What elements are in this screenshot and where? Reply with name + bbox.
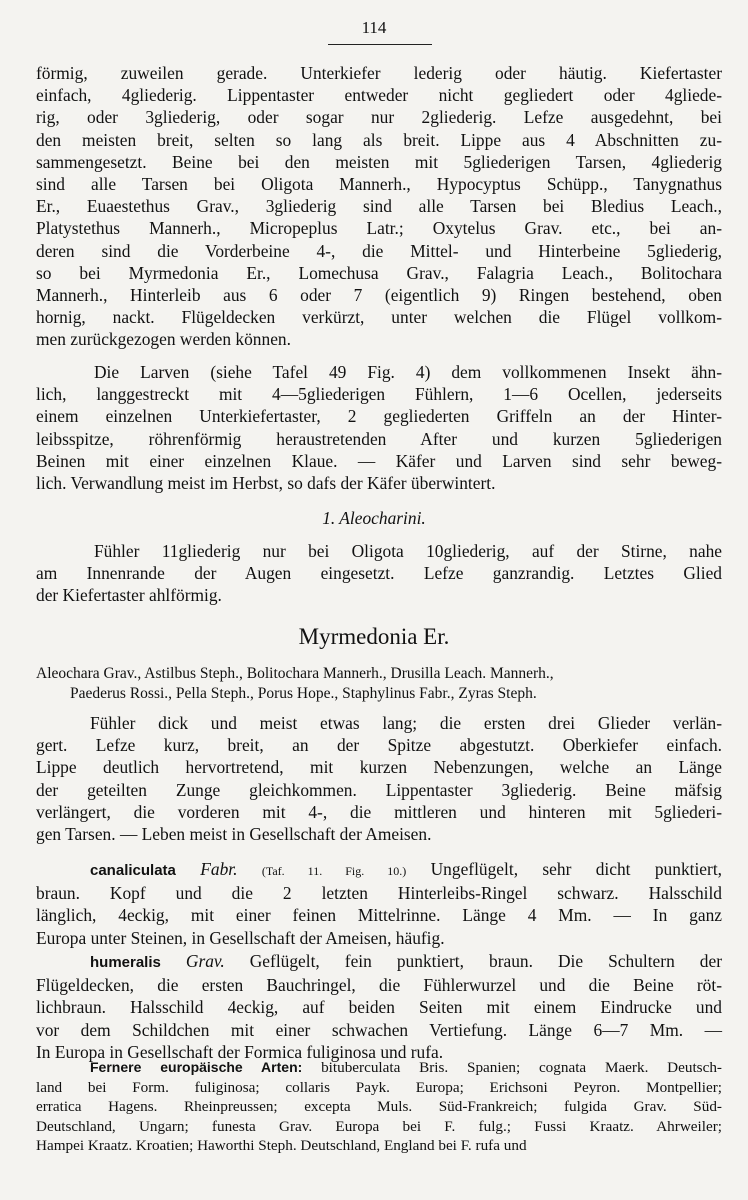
text-line: leibsspitze, röhrenförmig heraustretenden After und kurzen 5gliederigen [36, 428, 722, 449]
plate-reference: (Taf. 11. Fig. 10.) [261, 864, 407, 878]
section-paragraph [36, 540, 722, 607]
text-line: braun. Kopf und die 2 letzten Hinterleibs-Ringel schwarz. Halsschild [36, 883, 722, 904]
text-line: gen Tarsen. — Leben meist in Gesellschaft der Ameisen. [36, 824, 432, 845]
text-line: Beinen mit einer einzelnen Klaue. — Käfer und Larven sind sehr beweg- [36, 450, 722, 471]
intro-paragraph [36, 62, 722, 351]
species-author: Fabr. [200, 859, 238, 879]
further-label: Fernere europäische Arten: [90, 1059, 303, 1075]
text-line: Platystethus Mannerh., Micropeplus Latr.; Oxytelus Grav. etc., bei an- [36, 218, 722, 239]
text-line: förmig, zuweilen gerade. Unterkiefer lederig oder häutig. Kiefertaster [36, 63, 722, 83]
text-line: einfach, 4gliederig. Lippentaster entweder nicht gegliedert oder 4gliede- [36, 85, 722, 106]
species-author: Grav. [185, 951, 225, 971]
text-line: rig, oder 3gliederig, oder sogar nur 2gliederig. Lefze ausgedehnt, bei [36, 107, 722, 128]
synonym-line: Paederus Rossi., Pella Steph., Porus Hope., Staphylinus Fabr., Zyras Steph. [70, 685, 537, 702]
larvae-paragraph [36, 361, 722, 494]
header-rule [328, 44, 432, 45]
text-line: Hampei Kraatz. Kroatien; Haworthi Steph. Deutschland, England bei F. rufa und [36, 1137, 527, 1154]
page-number: 114 [361, 18, 387, 37]
text-line: am Innenrande der Augen eingesetzt. Lefze ganzrandig. Letztes Glied [36, 563, 722, 584]
text-line: sind alle Tarsen bei Oligota Mannerh., Hypocyptus Schüpp., Tanygnathus [36, 174, 722, 195]
text-line: gert. Lefze kurz, breit, an der Spitze abgestutzt. Oberkiefer einfach. [36, 735, 722, 756]
text-line: vor dem Schildchen mit einer schwachen Vertiefung. Länge 6—7 Mm. — [36, 1019, 722, 1040]
species-entry [36, 950, 722, 1063]
text-line: Die Larven (siehe Tafel 49 Fig. 4) dem vollkommenen Insekt ähn- [94, 362, 722, 382]
species-description-start: Ungeflügelt, sehr dicht punktiert, [430, 859, 722, 879]
species-name: humeralis [90, 954, 161, 971]
text-line: Er., Euaestethus Grav., 3gliederig sind alle Tarsen bei Bledius Leach., [36, 196, 722, 217]
text-line: men zurückgezogen werden können. [36, 329, 291, 350]
genus-title: Myrmedonia Er. [298, 624, 450, 649]
text-line: Flügeldecken, die ersten Bauchringel, die Fühlerwurzel und die Beine röt- [36, 975, 722, 996]
genus-description [36, 712, 722, 845]
text-line: sammengesetzt. Beine bei den meisten mit 5gliederigen Tarsen, 4gliederig [36, 151, 722, 172]
text-line: Lippe deutlich hervortretend, mit kurzen Nebenzungen, welche an Länge [36, 757, 722, 778]
text-line: Deutschland, Ungarn; funesta Grav. Europa bei F. fulg.; Fussi Kraatz. Ahrweiler; [36, 1117, 722, 1135]
species-first-line [36, 950, 722, 974]
text-line: lich. Verwandlung meist im Herbst, so dafs der Käfer überwintert. [36, 473, 496, 494]
text-line: verlängert, die vorderen mit 4-, die mittleren und hinteren mit 5gliederi- [36, 801, 722, 822]
text-line: Fühler 11gliederig nur bei Oligota 10gliederig, auf der Stirne, nahe [94, 541, 722, 561]
synonym-list [36, 664, 722, 704]
text-line: den meisten breit, selten so lang als breit. Lippe aus 4 Abschnitten zu- [36, 129, 722, 150]
text-line: In Europa in Gesellschaft der Formica fuliginosa und rufa. [36, 1041, 444, 1062]
text-line: land bei Form. fuliginosa; collaris Payk. Europa; Erichsoni Peyron. Montpellier; [36, 1078, 722, 1096]
text-line: lichbraun. Halsschild 4eckig, auf beiden Seiten mit einem Eindrucke und [36, 997, 722, 1018]
species-entry [36, 858, 722, 949]
text-line: länglich, 4eckig, mit einer feinen Mittelrinne. Länge 4 Mm. — In ganz [36, 905, 722, 926]
species-description-start: Geflügelt, fein punktiert, braun. Die Schultern der [249, 951, 722, 971]
text-line: Fühler dick und meist etwas lang; die ersten drei Glieder verlän- [90, 713, 722, 733]
species-name: canaliculata [90, 862, 176, 879]
text-line: einem einzelnen Unterkiefertaster, 2 gegliederten Griffeln an der Hinter- [36, 406, 722, 427]
species-first-line [36, 858, 722, 882]
synonym-line: Aleochara Grav., Astilbus Steph., Bolitochara Mannerh., Drusilla Leach. Mannerh., [36, 665, 554, 682]
section-title: 1. Aleocharini. [322, 508, 426, 528]
further-species [36, 1058, 722, 1156]
text-line: Mannerh., Hinterleib aus 6 oder 7 (eigentlich 9) Ringen bestehend, oben [36, 285, 722, 306]
text-line: lich, langgestreckt mit 4—5gliederigen Fühlern, 1—6 Ocellen, jederseits [36, 384, 722, 405]
text-line: erratica Hagens. Rheinpreussen; excepta Muls. Süd-Frankreich; fulgida Grav. Süd- [36, 1098, 722, 1115]
further-first-line [36, 1058, 722, 1078]
text-line: deren sind die Vorderbeine 4-, die Mittel- und Hinterbeine 5gliederig, [36, 240, 722, 261]
text-line: so bei Myrmedonia Er., Lomechusa Grav., Falagria Leach., Bolitochara [36, 262, 722, 283]
text-line: hornig, nackt. Flügeldecken verkürzt, unter welchen die Flügel vollkom- [36, 307, 722, 328]
further-first-text: bituberculata Bris. Spanien; cognata Maerk. Deutsch- [321, 1059, 722, 1076]
text-line: Europa unter Steinen, in Gesellschaft der Ameisen, häufig. [36, 927, 445, 948]
text-line: der Kiefertaster ahlförmig. [36, 585, 222, 606]
text-line: der geteilten Zunge gleichkommen. Lippentaster 3gliederig. Beine mäfsig [36, 779, 722, 800]
